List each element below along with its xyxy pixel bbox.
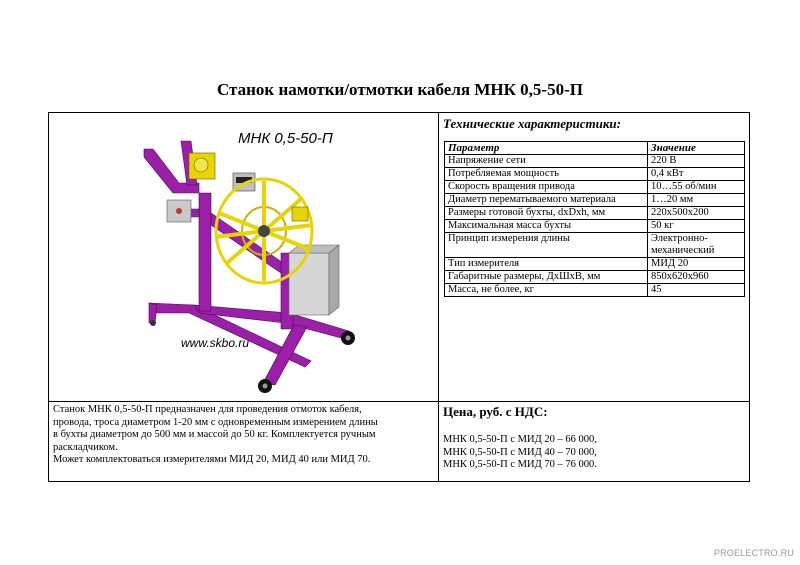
param-cell: Масса, не более, кг [445, 284, 648, 297]
table-row [445, 284, 745, 297]
header-parameter: Параметр [445, 142, 648, 155]
price-list [443, 434, 597, 472]
reel-axle [258, 225, 270, 237]
param-cell: Максимальная масса бухты [445, 220, 648, 233]
wheel-back-hub [346, 336, 351, 341]
wheel-hub [263, 384, 268, 389]
description-line: Станок МНК 0,5-50-П предназначен для проведения отмоток кабеля, [53, 404, 362, 415]
column [199, 193, 211, 311]
specs-title: Технические характеристики: [443, 116, 621, 131]
control-button [176, 208, 182, 214]
price-line: МНК 0,5-50-П с МИД 20 – 66 000, [443, 434, 597, 445]
specs-header-row [445, 142, 745, 155]
header-value: Значение [648, 142, 745, 155]
watermark: PROELECTRO.RU [713, 548, 794, 558]
table-row [445, 220, 745, 233]
value-cell: Электронно-механический [648, 233, 745, 258]
description-line: в бухты диаметром до 500 мм и массой до 50 кг. Комплектуется ручным [53, 429, 376, 440]
price-line: МНК 0,5-50-П с МИД 70 – 76 000. [443, 459, 597, 470]
param-cell: Принцип измерения длины [445, 233, 648, 258]
model-label: МНК 0,5-50-П [238, 130, 333, 147]
param-cell: Скорость вращения привода [445, 181, 648, 194]
table-row [445, 168, 745, 181]
param-cell: Размеры готовой бухты, dxDxh, мм [445, 207, 648, 220]
description-line: Может комплектоваться измерителями МИД 20, МИД 40 или МИД 70. [53, 454, 371, 465]
table-column-divider [438, 112, 439, 482]
table-row [445, 271, 745, 284]
machine-illustration [49, 113, 437, 400]
value-cell: 1…20 мм [648, 194, 745, 207]
reel-clamp [292, 207, 308, 221]
table-row-divider [48, 401, 750, 402]
description [53, 404, 433, 467]
value-cell: 10…55 об/мин [648, 181, 745, 194]
param-cell: Потребляемая мощность [445, 168, 648, 181]
param-cell: Тип измерителя [445, 258, 648, 271]
param-cell: Напряжение сети [445, 155, 648, 168]
cabinet-side [329, 245, 339, 315]
value-cell: 50 кг [648, 220, 745, 233]
value-cell: 850х620х960 [648, 271, 745, 284]
table-row [445, 194, 745, 207]
foot-left [150, 320, 156, 326]
value-cell: 0,4 кВт [648, 168, 745, 181]
price-line: МНК 0,5-50-П с МИД 40 – 70 000, [443, 446, 597, 458]
page-title: Станок намотки/отмотки кабеля МНК 0,5-50-П [217, 80, 583, 99]
specs-table [444, 141, 745, 297]
table-row [445, 181, 745, 194]
description-line: провода, троса диаметром 1-20 мм с одновременным измерением длины [53, 416, 378, 428]
value-cell: 220х500х200 [648, 207, 745, 220]
param-cell: Габаритные размеры, ДхШхВ, мм [445, 271, 648, 284]
meter-roller [194, 158, 208, 172]
site-label: www.skbo.ru [181, 336, 250, 350]
base-leg-front [263, 325, 307, 385]
table-row [445, 258, 745, 271]
value-cell: МИД 20 [648, 258, 745, 271]
table-row [445, 233, 745, 258]
description-line: раскладчиком. [53, 441, 118, 453]
machine-drawing [49, 113, 437, 400]
value-cell: 45 [648, 284, 745, 297]
price-title: Цена, руб. с НДС: [443, 404, 548, 419]
motor-cabinet [289, 253, 329, 315]
table-row [445, 207, 745, 220]
param-cell: Диаметр перематываемого материала [445, 194, 648, 207]
table-row [445, 155, 745, 168]
value-cell: 220 В [648, 155, 745, 168]
